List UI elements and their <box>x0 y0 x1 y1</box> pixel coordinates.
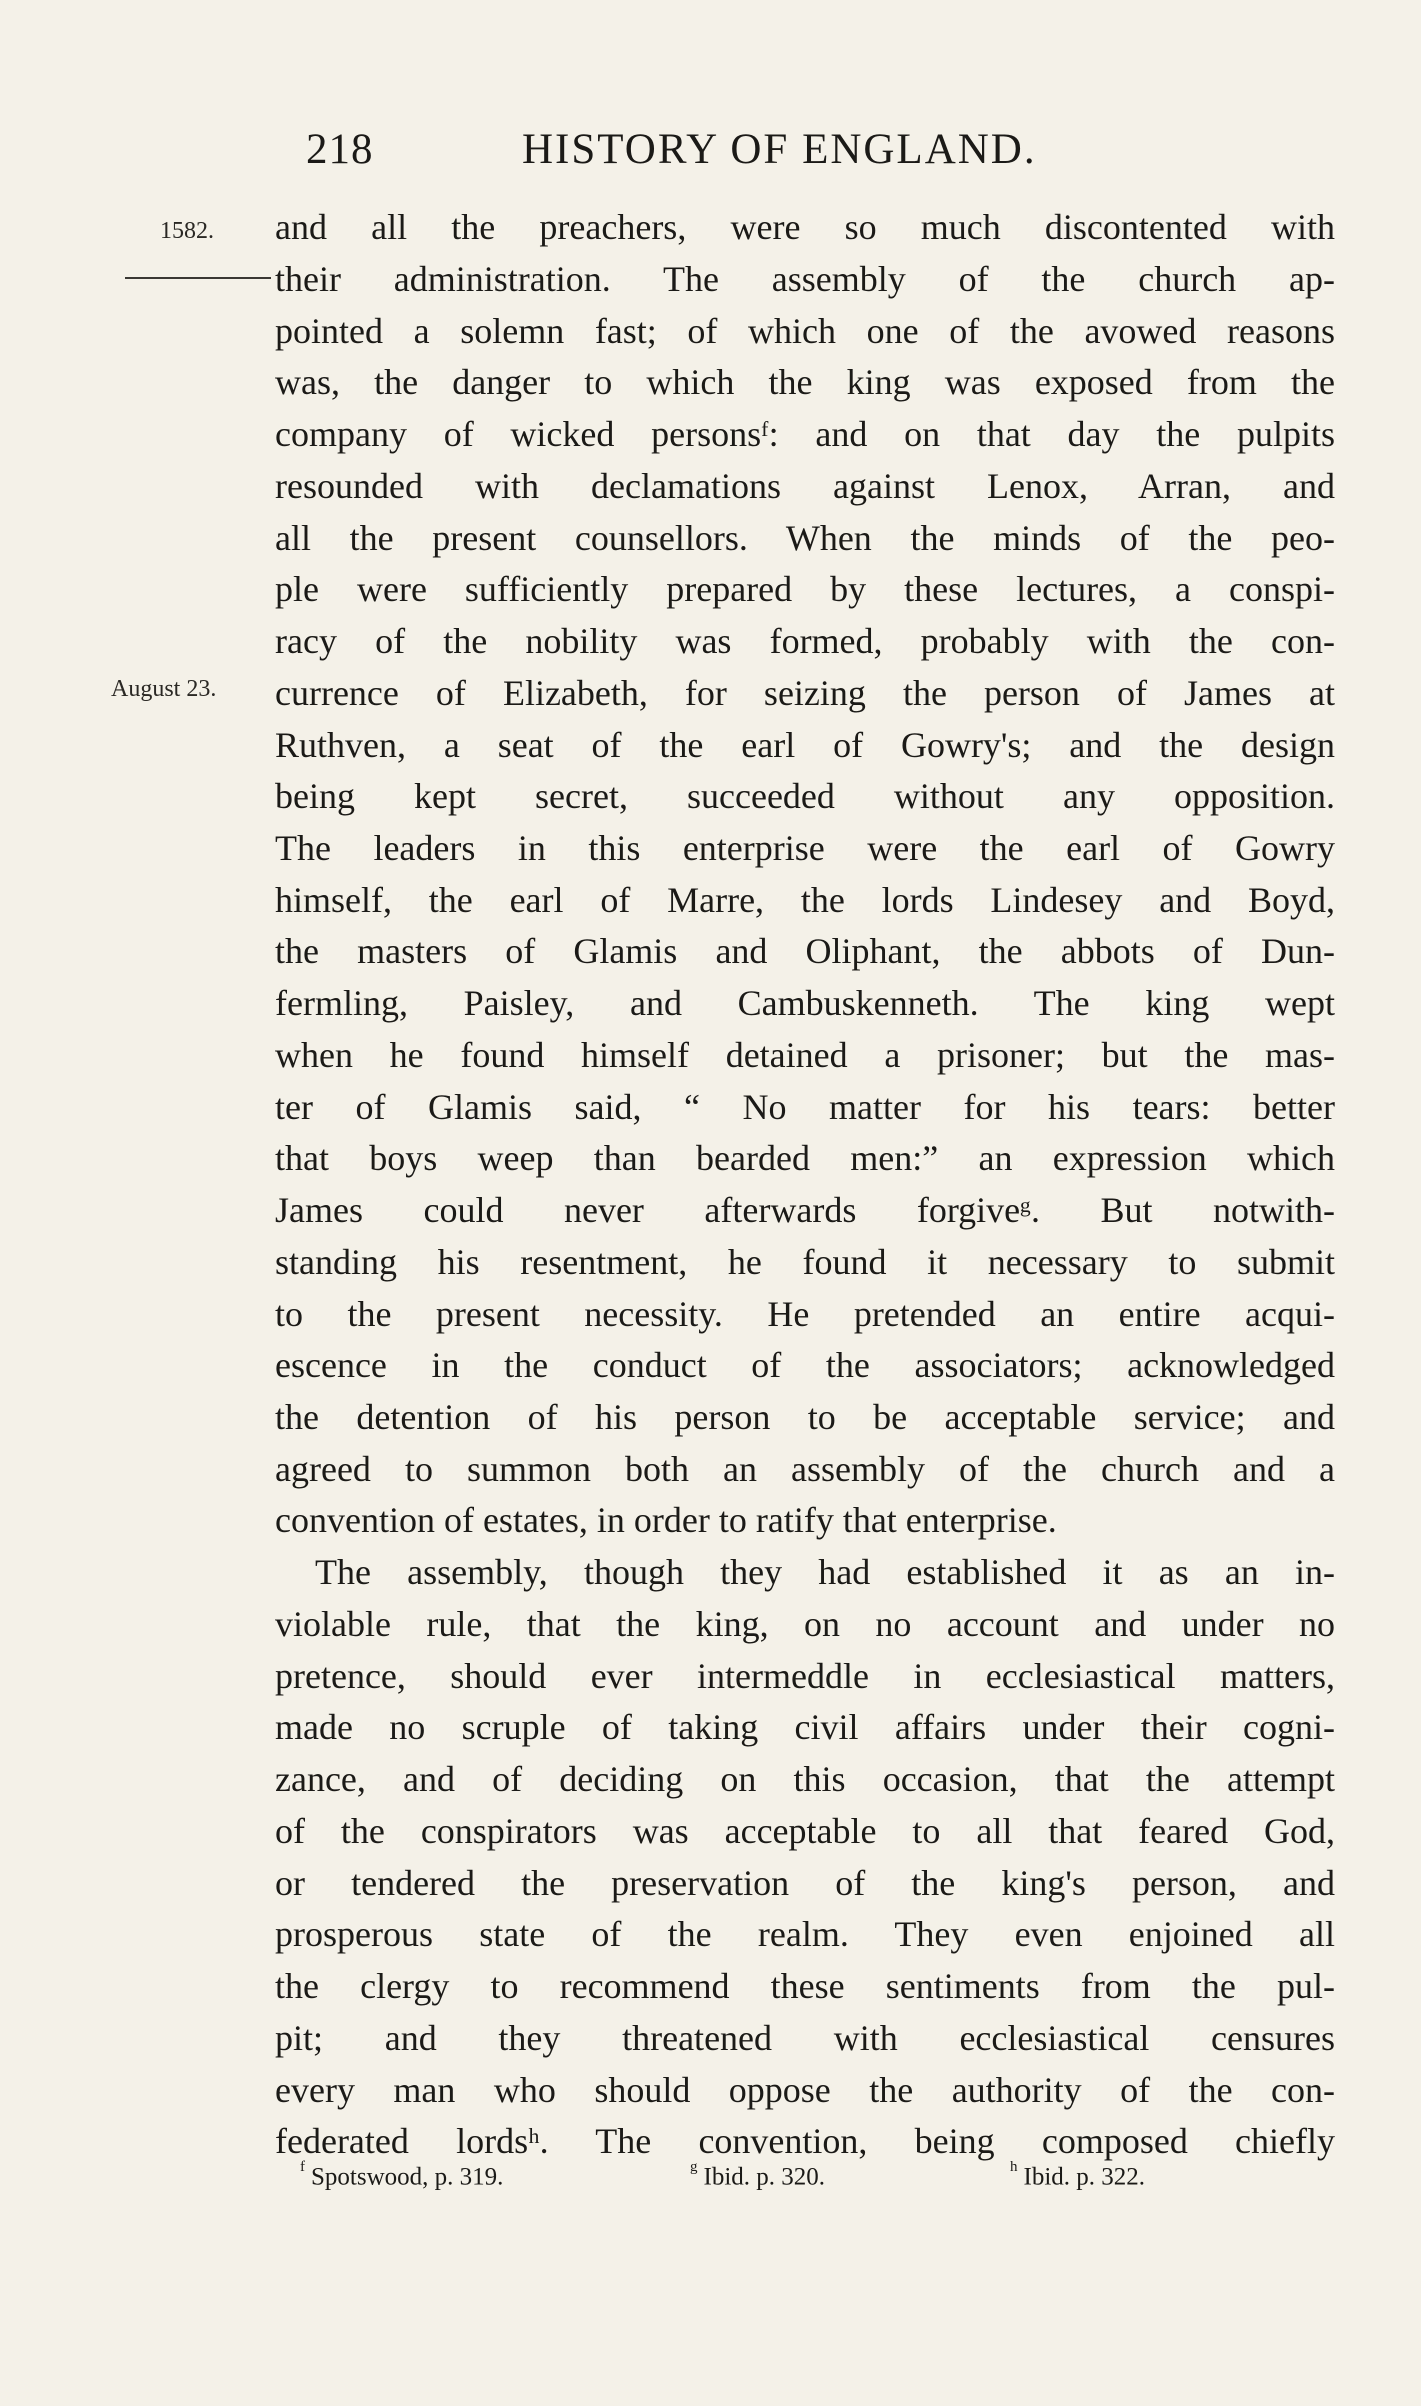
text-line: The leaders in this enterprise were the earl of Gowry <box>275 828 1335 868</box>
text-line: every man who should oppose the authority of the con- <box>275 2070 1335 2110</box>
text-line: standing his resentment, he found it necessary to submit <box>275 1242 1335 1282</box>
text-line: The assembly, though they had established it as an in- <box>315 1552 1335 1592</box>
footnote-mark: f <box>300 2159 305 2175</box>
margin-date: August 23. <box>111 676 217 702</box>
margin-rule <box>125 277 271 279</box>
page-number: 218 <box>306 126 374 173</box>
text-line: the clergy to recommend these sentiments from the pul- <box>275 1966 1335 2006</box>
text-line: federated lordsʰ. The convention, being composed chiefly <box>275 2121 1335 2161</box>
footnote-mark: g <box>690 2159 698 2175</box>
footnote-g <box>690 2159 826 2191</box>
footnote-f <box>300 2159 504 2191</box>
text-line: pit; and they threatened with ecclesiastical censures <box>275 2018 1335 2058</box>
text-line: and all the preachers, were so much discontented with <box>275 207 1335 247</box>
text-line: pretence, should ever intermeddle in ecclesiastical matters, <box>275 1656 1335 1696</box>
text-line: of the conspirators was acceptable to all that feared God, <box>275 1811 1335 1851</box>
text-line: company of wicked personsᶠ: and on that day the pulpits <box>275 414 1335 454</box>
running-head <box>280 125 1330 185</box>
text-line: violable rule, that the king, on no account and under no <box>275 1604 1335 1644</box>
text-line: their administration. The assembly of the church ap- <box>275 259 1335 299</box>
running-title: HISTORY OF ENGLAND. <box>522 126 1037 173</box>
text-line: to the present necessity. He pretended an entire acqui- <box>275 1294 1335 1334</box>
text-line: when he found himself detained a prisoner; but the mas- <box>275 1035 1335 1075</box>
text-line: racy of the nobility was formed, probably with the con- <box>275 621 1335 661</box>
text-line: agreed to summon both an assembly of the church and a <box>275 1449 1335 1489</box>
footnotes <box>300 2159 1300 2203</box>
footnote-h <box>1010 2159 1146 2191</box>
text-line: escence in the conduct of the associators; acknowledged <box>275 1345 1335 1385</box>
text-line: ter of Glamis said, “ No matter for his tears: better <box>275 1087 1335 1127</box>
text-line: zance, and of deciding on this occasion, that the attempt <box>275 1759 1335 1799</box>
text-line: all the present counsellors. When the minds of the peo- <box>275 518 1335 558</box>
text-line: himself, the earl of Marre, the lords Lindesey and Boyd, <box>275 880 1335 920</box>
text-line: the masters of Glamis and Oliphant, the abbots of Dun- <box>275 931 1335 971</box>
text-line: pointed a solemn fast; of which one of the avowed reasons <box>275 311 1335 351</box>
text-line: resounded with declamations against Lenox, Arran, and <box>275 466 1335 506</box>
text-line: being kept secret, succeeded without any opposition. <box>275 776 1335 816</box>
text-line: that boys weep than bearded men:” an expression which <box>275 1138 1335 1178</box>
footnote-text: Ibid. p. 322. <box>1023 2163 1146 2191</box>
text-line: made no scruple of taking civil affairs under their cogni- <box>275 1707 1335 1747</box>
text-line: the detention of his person to be acceptable service; and <box>275 1397 1335 1437</box>
text-line: convention of estates, in order to ratify that enterprise. <box>275 1500 1057 1540</box>
text-line: Ruthven, a seat of the earl of Gowry's; and the design <box>275 725 1335 765</box>
text-line: prosperous state of the realm. They even enjoined all <box>275 1914 1335 1954</box>
text-line: James could never afterwards forgiveᵍ. But notwith- <box>275 1190 1335 1230</box>
text-line: was, the danger to which the king was exposed from the <box>275 362 1335 402</box>
text-line: or tendered the preservation of the king's person, and <box>275 1863 1335 1903</box>
text-line: fermling, Paisley, and Cambuskenneth. The king wept <box>275 983 1335 1023</box>
text-line: ple were sufficiently prepared by these lectures, a conspi- <box>275 569 1335 609</box>
footnote-mark: h <box>1010 2159 1018 2175</box>
footnote-text: Spotswood, p. 319. <box>311 2163 504 2191</box>
footnote-text: Ibid. p. 320. <box>703 2163 826 2191</box>
margin-year: 1582. <box>160 218 214 244</box>
text-line: currence of Elizabeth, for seizing the person of James at <box>275 673 1335 713</box>
